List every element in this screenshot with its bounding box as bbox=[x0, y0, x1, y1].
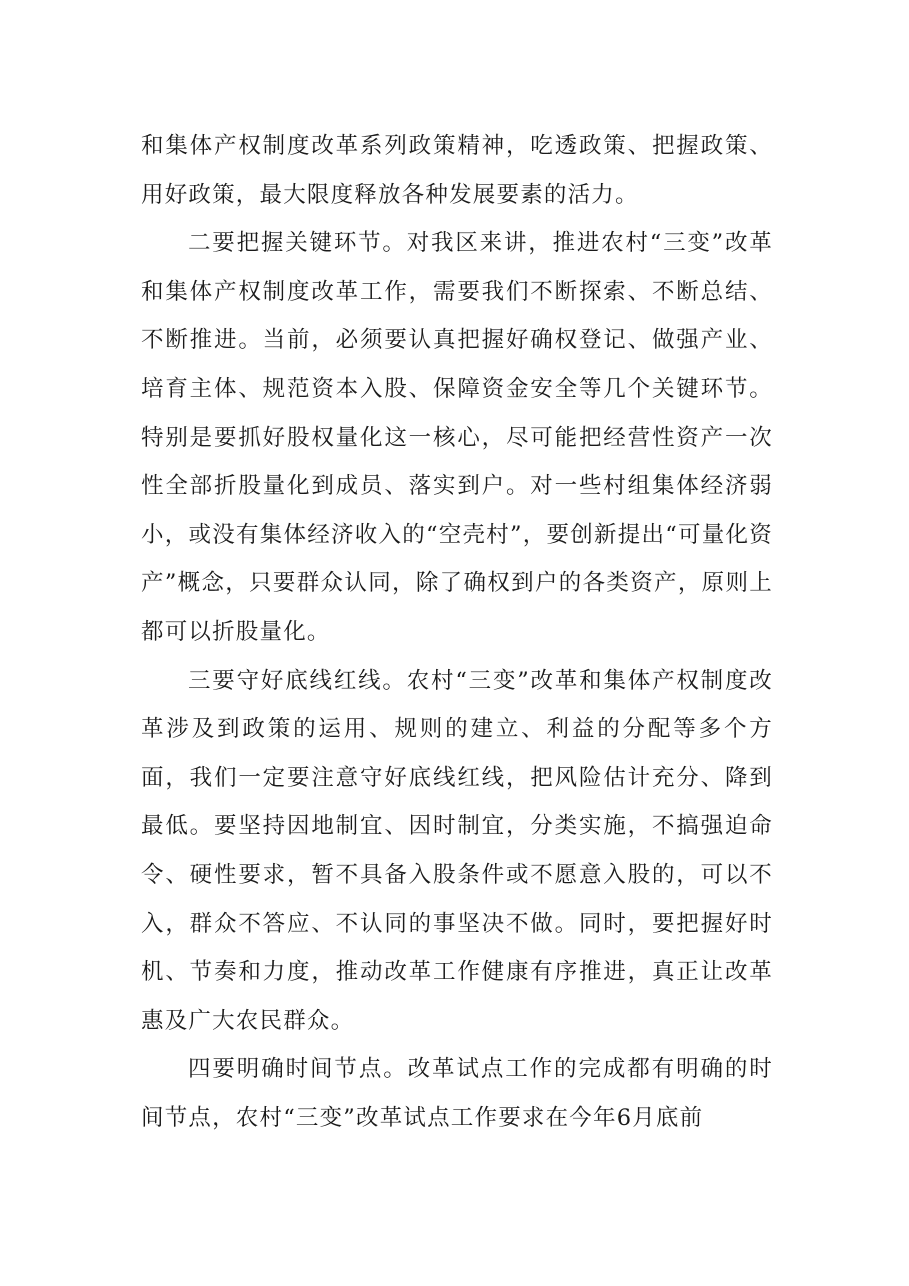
document-body bbox=[141, 122, 773, 1142]
paragraph-key-links: 二要把握关键环节。对我区来讲，推进农村“三变”改革和集体产权制度改革工作，需要我们不断探索、不断总结、不断推进。当前，必须要认真把握好确权登记、做强产业、培育主体、规范资本入股、保障资金安全等几个关键环节。特别是要抓好股权量化这一核心，尽可能把经营性资产一次性全部折股量化到成员、落实到户。对一些村组集体经济弱小，或没有集体经济收入的“空壳村”，要创新提出“可量化资产”概念，只要群众认同，除了确权到户的各类资产，原则上都可以折股量化。 bbox=[141, 230, 773, 645]
paragraph-bottom-line: 三要守好底线红线。农村“三变”改革和集体产权制度改革涉及到政策的运用、规则的建立、利益的分配等多个方面，我们一定要注意守好底线红线，把风险估计充分、降到最低。要坚持因地制宜、因时制宜，分类实施，不搞强迫命令、硬性要求，暂不具备入股条件或不愿意入股的，可以不入，群众不答应、不认同的事坚决不做。同时，要把握好时机、节奏和力度，推动改革工作健康有序推进，真正让改革惠及广大农民群众。 bbox=[141, 667, 773, 1034]
paragraph-time-nodes: 四要明确时间节点。改革试点工作的完成都有明确的时间节点，农村“三变”改革试点工作要求在今年6月底前 bbox=[141, 1056, 773, 1131]
paragraph-continuation: 和集体产权制度改革系列政策精神，吃透政策、把握政策、用好政策，最大限度释放各种发展要素的活力。 bbox=[141, 133, 773, 208]
